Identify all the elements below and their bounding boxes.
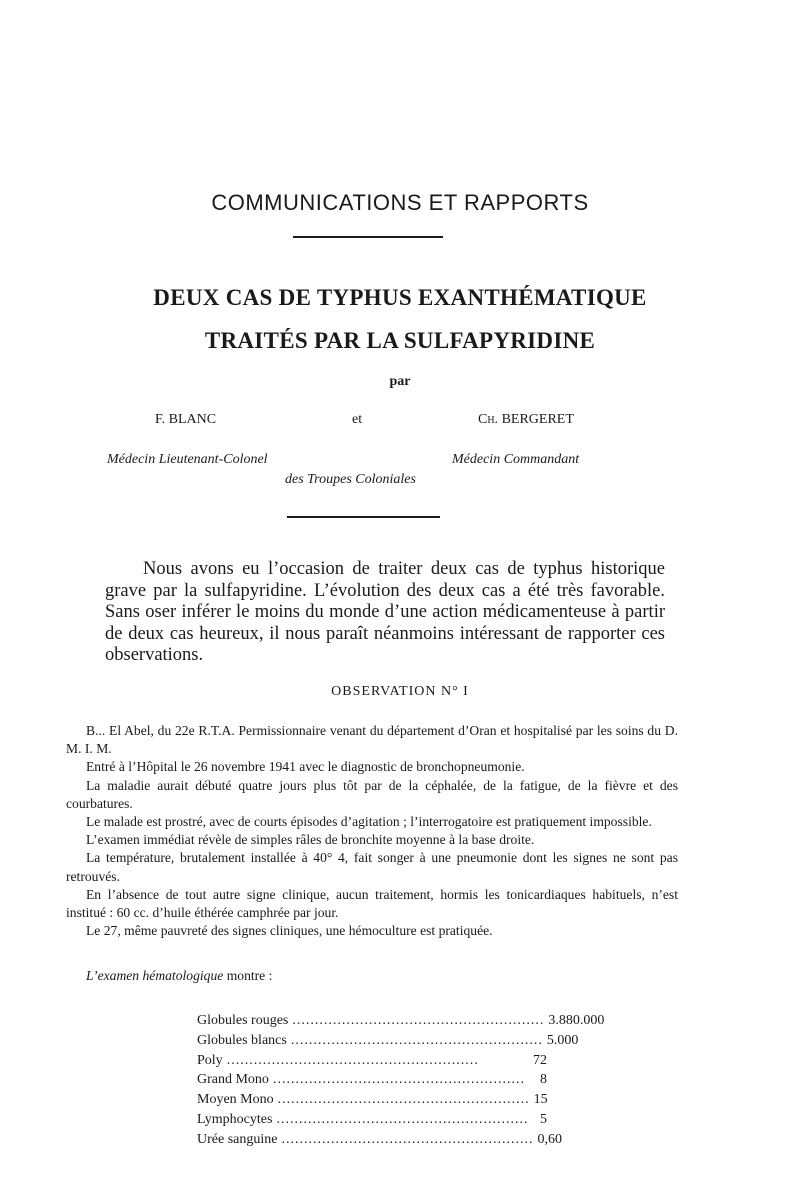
result-value: 0,60: [537, 1131, 562, 1147]
paragraph: En l’absence de tout autre signe clinique, aucun traitement, hormis les tonicardiaques habituels, n’est institué : 60 cc. d’huile éthérée camphrée par jour.: [66, 886, 678, 921]
results-row: [197, 1070, 547, 1090]
results-row: [197, 1130, 562, 1150]
author-2: [478, 412, 574, 428]
leader-dots: ........................................................: [277, 1092, 530, 1108]
paragraph: La température, brutalement installée à 40° 4, fait songer à une pneumonie dont les signes ne sont pas retrouvés.: [66, 850, 678, 884]
observation-body: [66, 722, 678, 940]
result-label: Globules blancs: [197, 1032, 287, 1048]
article-title-line-2: TRAITÉS PAR LA SULFAPYRIDINE: [204, 328, 596, 353]
result-label: Poly: [197, 1052, 223, 1068]
exam-intro: [86, 968, 272, 984]
leader-dots: ........................................................: [281, 1131, 534, 1147]
results-row: [197, 1031, 579, 1051]
and-label: et: [352, 412, 363, 427]
leader-dots: ........................................................: [272, 1072, 525, 1088]
author-2-prefix: Ch.: [478, 412, 499, 427]
leader-dots: ........................................................: [290, 1032, 543, 1048]
leader-dots: ........................................................: [226, 1052, 479, 1068]
author-2-name: BERGERET: [501, 412, 574, 427]
paragraph: La maladie aurait débuté quatre jours plus tôt par de la céphalée, de la fatigue, de la fièvre et des courbatures.: [66, 777, 678, 811]
leader-dots: ........................................................: [292, 1013, 545, 1028]
result-label: Moyen Mono: [197, 1092, 274, 1108]
article-title-line-1: DEUX CAS DE TYPHUS EXANTHÉMATIQUE: [153, 285, 647, 310]
result-label: Lymphocytes: [197, 1111, 273, 1127]
exam-intro-rest: montre :: [223, 968, 273, 983]
affiliation-center: des Troupes Coloniales: [285, 472, 416, 487]
result-label: Globules rouges: [197, 1013, 289, 1028]
paragraph: Le 27, même pauvreté des signes cliniques, une hémoculture est pratiquée.: [86, 923, 493, 939]
results-row: [197, 1090, 547, 1110]
result-value: 72: [533, 1052, 547, 1068]
result-label: Grand Mono: [197, 1072, 269, 1088]
results-table: [197, 1011, 605, 1150]
result-value: 5.000: [546, 1032, 579, 1048]
affiliation-right: Médecin Commandant: [452, 452, 580, 467]
paragraph: Le malade est prostré, avec de courts épisodes d’agitation ; l’interrogatoire est pratiquement impossible.: [86, 814, 652, 830]
exam-intro-italic: L’examen hématologique: [86, 968, 224, 983]
affiliation-left: Médecin Lieutenant-Colonel: [107, 452, 268, 467]
intro-paragraph: Nous avons eu l’occasion de traiter deux cas de typhus historique grave par la sulfapyridine. L’évolution des deux cas a été très favorable. Sans oser inférer le moins du monde d’une action médicamenteuse à partir de deux cas heureux, il nous paraît néanmoins intéressant de rapporter ces observations.: [105, 559, 665, 665]
result-value: 3.880.000: [548, 1013, 605, 1028]
paragraph: L’examen immédiat révèle de simples râles de bronchite moyenne à la base droite.: [86, 832, 535, 848]
by-label: par: [389, 374, 411, 389]
results-row: [197, 1110, 547, 1130]
paragraph: Entré à l’Hôpital le 26 novembre 1941 avec le diagnostic de bronchopneumonie.: [86, 759, 525, 775]
result-value: 15: [533, 1092, 548, 1108]
results-row: [197, 1051, 547, 1071]
paragraph: B... El Abel, du 22e R.T.A. Permissionnaire venant du département d’Oran et hospitalisé par les soins du D. M. I. M.: [66, 723, 678, 757]
author-1: F. BLANC: [155, 412, 217, 427]
divider-bottom: [287, 516, 440, 518]
result-value: 5: [540, 1111, 547, 1127]
result-label: Urée sanguine: [197, 1131, 278, 1147]
section-title: COMMUNICATIONS ET RAPPORTS: [211, 190, 589, 215]
result-value: 8: [540, 1072, 547, 1088]
leader-dots: ........................................................: [276, 1111, 529, 1127]
divider-top: [293, 236, 443, 238]
observation-title: OBSERVATION N° I: [331, 684, 469, 699]
results-row: [197, 1011, 605, 1031]
